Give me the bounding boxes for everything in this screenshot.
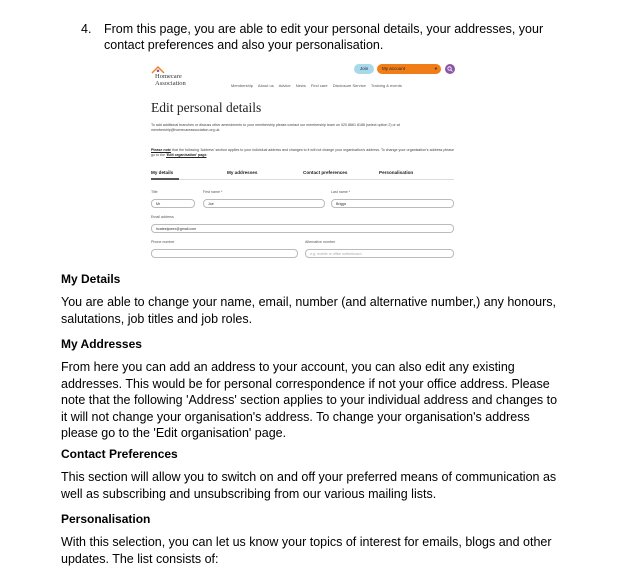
active-tab-indicator [151,178,179,180]
section-heading-contact-preferences: Contact Preferences [61,447,178,461]
step-number: 4. [81,22,92,36]
alt-number-label: Alternative number [305,240,336,244]
section-heading-personalisation: Personalisation [61,512,151,526]
search-button[interactable] [445,64,455,74]
nav-membership[interactable]: Membership [231,83,254,88]
title-field[interactable]: Mr [151,199,195,208]
nav-about-us[interactable]: About us [257,83,274,88]
section-heading-my-details: My Details [61,272,121,286]
nav-training-events[interactable]: Training & events [370,83,402,88]
section-text-my-addresses: From here you can add an address to your account, you can also edit any existing addresses. This would be for personal correspondence if not your office address. Please note that the following 'Address' section applies to your individual address and changes to it will not change your organisation's address. To change your organisation's address please go to the 'Edit organisation' page. [61,360,558,440]
logo-line-2: Association [155,79,186,87]
join-button[interactable]: Join [354,64,374,74]
first-name-field[interactable]: Joe [203,199,325,208]
logo-line-1: Homecare [155,73,182,80]
search-icon [447,66,453,72]
section-text-personalisation: With this selection, you can let us know your topics of interest for emails, blogs and other updates. The list consists of: [61,535,552,566]
title-label: Title [151,190,158,194]
note-label: Please note [151,148,171,152]
tab-my-addresses[interactable]: My addresses [227,170,258,175]
email-field[interactable]: hcatestjoeex@gmail.com [151,224,454,233]
tab-contact-preferences[interactable]: Contact preferences [303,170,348,175]
embedded-screenshot [145,62,461,262]
nav-advice[interactable]: Advice [278,83,291,88]
membership-info-text: To add additional branches or discuss other amendments to your membership please contact our membership team on 020 8661 8188 (select option 2) or at membership@homecareassociation.org.uk [151,123,400,132]
my-account-button[interactable] [377,64,441,74]
phone-label: Phone number [151,240,175,244]
tab-my-details[interactable]: My details [151,170,174,175]
nav-news[interactable]: News [295,83,306,88]
note-body: that the following 'Address' section applies to your individual address and changes to it will not change your organisation's address. To change your organisation's address please go to the [151,148,454,157]
main-nav [231,83,406,88]
section-heading-my-addresses: My Addresses [61,337,142,351]
page-title: Edit personal details [151,100,262,115]
note-end: . [206,153,208,157]
section-text-my-details: You are able to change your name, email, number (and alternative number,) any honours, salutations, job titles and job roles. [61,295,556,326]
tab-divider [151,179,454,180]
nav-find-care[interactable]: Find care [310,83,328,88]
first-name-label: First name * [203,190,223,194]
step-text: From this page, you are able to edit your personal details, your addresses, your contact preferences and also your personalisation. [104,22,544,52]
nav-disclosure-service[interactable]: Disclosure Service [332,83,366,88]
edit-organisation-link[interactable]: 'Edit organisation' page [166,153,207,157]
tab-personalisation[interactable]: Personalisation [379,170,414,175]
address-note [151,148,456,158]
email-label: Email address [151,215,174,219]
my-account-label: My account [382,66,406,71]
phone-field[interactable] [151,249,298,258]
chevron-down-icon: ▾ [434,66,437,71]
alt-number-field[interactable]: e.g. mobile or office switchboard [305,249,454,258]
last-name-label: Last name * [331,190,351,194]
section-text-contact-preferences: This section will allow you to switch on and off your preferred means of communication as well as subscribing and unsubscribing from our various mailing lists. [61,470,557,501]
last-name-field[interactable]: Briggs [331,199,454,208]
